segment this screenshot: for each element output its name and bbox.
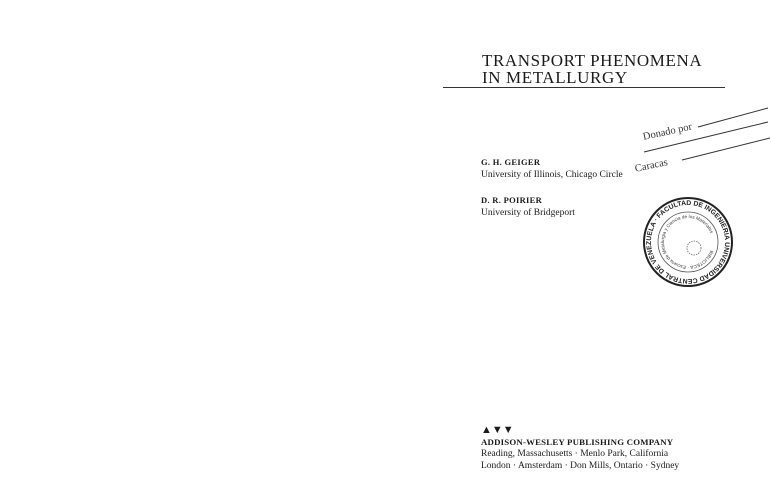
author-1 (481, 156, 623, 182)
publisher-locations-2: London · Amsterdam · Don Mills, Ontario · Sydney (481, 461, 680, 471)
title-rule (443, 87, 725, 88)
city-label: Caracas (634, 157, 669, 175)
donation-inscription (620, 98, 771, 175)
title-line-2: IN METALLURGY (482, 68, 628, 87)
publisher-logo-icon: ▲▼▼ (481, 424, 514, 436)
publisher-name: ADDISON-WESLEY PUBLISHING COMPANY (481, 437, 674, 447)
stamp-outer-text: UNIVERSIDAD CENTRAL DE VENEZUELA · FACULTAD DE INGENIERIA (645, 199, 731, 285)
author-affiliation: University of Bridgeport (481, 208, 575, 218)
publisher-locations-1: Reading, Massachusetts · Menlo Park, California (481, 449, 669, 459)
title-line-1: TRANSPORT PHENOMENA (482, 51, 703, 70)
library-stamp-icon (642, 196, 734, 288)
donated-by-label: Donado por (642, 121, 694, 143)
publisher-block (481, 425, 679, 472)
author-affiliation: University of Illinois, Chicago Circle (481, 170, 623, 180)
book-title (482, 52, 702, 86)
svg-text:UNIVERSIDAD CENTRAL DE VENEZUE (646, 200, 730, 284)
author-name: G. H. GEIGER (481, 157, 541, 167)
author-2 (481, 194, 575, 220)
author-name: D. R. POIRIER (481, 195, 543, 205)
stamp-inner-text: BIBLIOTECA · Escuela de Metalurgia y Ciencia de los Materiales (659, 213, 715, 271)
